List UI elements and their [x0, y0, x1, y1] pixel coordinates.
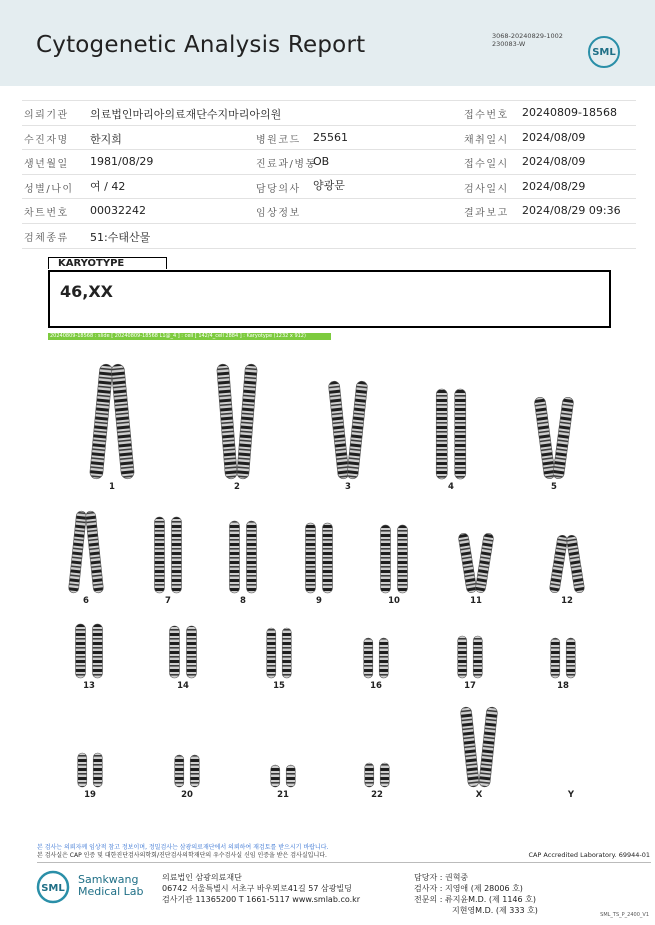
chromosome — [328, 381, 349, 480]
chromosome — [347, 381, 368, 480]
chart-no-label: 차트번호 — [24, 208, 69, 220]
slide-info-bar: 20240809-18568 : slide [ 20240809-18568 L1@_4 ] : cell [ 142/4_cell 2884 ] : Karyotype (1232 x 912) — [48, 333, 331, 340]
cap-accreditation: CAP Accredited Laboratory. 69944-01 — [528, 851, 650, 859]
footer-certification: 본 검사실은 CAP 인증 및 대한진단검사의학회/진단검사의학재단의 우수검사실 신임 인증을 받은 검사실입니다. — [37, 852, 327, 859]
chromosome-label-22: 22 — [371, 790, 383, 800]
name-value: 한지희 — [90, 132, 122, 146]
chromosome — [286, 765, 295, 787]
chromosome — [534, 397, 556, 480]
chromosome — [172, 517, 182, 593]
chromosome-label-14: 14 — [177, 681, 189, 691]
chromosome-pair-9 — [306, 523, 333, 593]
name-label: 수진자명 — [24, 134, 69, 146]
chromosome-label-x: X — [475, 790, 483, 800]
chromosome-pair-1 — [89, 364, 134, 480]
receipt-no-value: 20240809-18568 — [522, 106, 617, 119]
chromosome — [551, 638, 560, 678]
chromosome-label-11: 11 — [470, 596, 482, 606]
document-id-line1: 3068-20240829-1002 — [492, 32, 563, 40]
chromosome-label-5: 5 — [551, 482, 557, 492]
document-id-line2: 230083-W — [492, 40, 526, 48]
chromosome — [170, 626, 180, 678]
chromosome — [398, 525, 408, 593]
chromosome — [455, 389, 466, 479]
staff-specialist-1: 전문의 : 류지윤M.D. (제 1146 호) — [414, 895, 536, 904]
chromosome — [479, 707, 498, 788]
chromosome — [155, 517, 165, 593]
dept-value: OB — [313, 155, 330, 169]
chromosome — [267, 628, 276, 678]
chromosome-pair-10 — [381, 525, 408, 593]
chromosome-label-6: 6 — [83, 596, 89, 606]
chromosome-pair-3 — [328, 381, 368, 480]
chromosome-pair-22 — [365, 763, 390, 787]
info-row — [22, 175, 636, 200]
karyogram-image — [0, 345, 655, 805]
chromosome-pair-17 — [458, 636, 483, 678]
chromosome — [379, 638, 388, 678]
receipt-date-value: 2024/08/09 — [522, 155, 586, 169]
chromosome-label-15: 15 — [273, 681, 285, 691]
doctor-value: 양광문 — [313, 178, 345, 192]
chromosome-pair-4 — [436, 389, 466, 479]
chromosome-label-2: 2 — [234, 482, 240, 492]
chromosome — [76, 624, 86, 678]
chromosome-pair-20 — [175, 755, 200, 787]
test-date-label: 검사일시 — [464, 183, 509, 195]
info-row — [22, 126, 636, 151]
chromosome-pair-12 — [549, 535, 585, 594]
svg-text:SML: SML — [41, 883, 65, 894]
lab-address — [162, 872, 360, 905]
chromosome-pair-13 — [76, 624, 103, 678]
chromosome-pair-7 — [155, 517, 182, 593]
chromosome — [187, 626, 197, 678]
chromosome-pair-15 — [267, 628, 292, 678]
chromosome-pair-16 — [364, 638, 389, 678]
chromosome-label-20: 20 — [181, 790, 193, 800]
chromosome — [365, 763, 374, 787]
sex-age-label: 성별/나이 — [24, 183, 74, 195]
lab-name — [78, 874, 144, 898]
info-row — [22, 150, 636, 175]
specimen-label: 검체종류 — [24, 232, 69, 244]
chromosome — [380, 763, 389, 787]
address-line: 06742 서울특별시 서초구 바우뫼로41길 57 삼광빌딩 — [162, 884, 352, 893]
info-row — [22, 224, 636, 249]
chromosome — [364, 638, 373, 678]
lab-name-line1: Samkwang — [78, 873, 139, 886]
chromosome-pair-14 — [170, 626, 197, 678]
form-code: SML_TS_P_2400_V1 — [600, 912, 649, 918]
chromosome — [436, 389, 447, 479]
chromosome — [217, 364, 238, 480]
chromosome — [566, 535, 585, 594]
chromosome-label-19: 19 — [84, 790, 96, 800]
chromosome — [93, 753, 102, 787]
specimen-value: 51:수태산물 — [90, 230, 151, 244]
sml-logo-icon — [588, 36, 620, 68]
chromosome — [475, 533, 494, 594]
dept-label: 진료과/병동 — [256, 159, 317, 171]
chromosome-pair-x — [460, 707, 498, 788]
karyotype-result-box — [48, 270, 611, 328]
institution-label: 의뢰기관 — [24, 110, 69, 121]
info-row — [22, 100, 636, 126]
chromosome-label-17: 17 — [464, 681, 476, 691]
receipt-date-label: 접수일시 — [464, 159, 509, 171]
chromosome-label-12: 12 — [561, 596, 573, 606]
test-date-value: 2024/08/29 — [522, 179, 586, 193]
chromosome-label-9: 9 — [316, 596, 322, 606]
chromosome — [566, 638, 575, 678]
chromosome-label-18: 18 — [557, 681, 569, 691]
clinical-info-label: 임상정보 — [256, 208, 301, 220]
report-title: Cytogenetic Analysis Report — [36, 32, 366, 58]
institution-value: 의료법인마리아의료재단수지마리아의원 — [90, 108, 282, 121]
report-date-value: 2024/08/29 09:36 — [522, 204, 621, 218]
karyotype-result: 46,XX — [60, 282, 114, 301]
chromosome — [78, 753, 87, 787]
report-date-label: 결과보고 — [464, 208, 509, 220]
footer-divider — [37, 862, 651, 863]
chromosome — [458, 533, 477, 594]
chromosome-pair-5 — [534, 397, 574, 480]
chromosome — [323, 523, 333, 593]
foundation-name: 의료법인 삼광의료재단 — [162, 873, 242, 882]
chromosome-label-1: 1 — [109, 482, 115, 492]
chromosome-pair-19 — [78, 753, 103, 787]
collect-date-value: 2024/08/09 — [522, 130, 586, 144]
chromosome — [89, 364, 113, 480]
hospital-code-label: 병원코드 — [256, 134, 301, 146]
contact-line: 검사기관 11365200 T 1661-5117 www.smlab.co.kr — [162, 895, 361, 904]
staff-tester: 검사자 : 지영애 (제 28006 호) — [414, 884, 523, 893]
chromosome-label-10: 10 — [388, 596, 400, 606]
chromosome-label-21: 21 — [277, 790, 289, 800]
chromosome — [458, 636, 467, 678]
chromosome-label-13: 13 — [83, 681, 95, 691]
chromosome-label-7: 7 — [165, 596, 171, 606]
chromosome — [306, 523, 316, 593]
patient-info-table — [22, 100, 636, 249]
samkwang-logo-icon — [36, 870, 74, 904]
chromosome — [93, 624, 103, 678]
chromosome-pair-2 — [217, 364, 258, 480]
chromosome-pair-21 — [271, 765, 296, 787]
info-row — [22, 199, 636, 224]
chromosome — [549, 535, 568, 594]
footer-notice: 본 검사는 의뢰자께 임상적 참고 정보이며, 정밀검사는 삼광의료재단에서 의뢰하여 재검토를 받으시기 바랍니다. — [37, 844, 329, 851]
receipt-no-label: 접수번호 — [464, 110, 509, 121]
chromosome-pair-8 — [230, 521, 257, 593]
staff-specialist-2: 지현영M.D. (제 333 호) — [452, 906, 538, 915]
dob-value: 1981/08/29 — [90, 155, 154, 169]
chromosome-label-y: Y — [567, 790, 575, 800]
document-id — [492, 32, 563, 48]
chromosome — [552, 397, 574, 480]
staff-manager: 담당자 : 권혁중 — [414, 873, 469, 882]
chromosome — [230, 521, 240, 593]
chromosome — [473, 636, 482, 678]
chromosome-label-3: 3 — [345, 482, 351, 492]
lab-name-line2: Medical Lab — [78, 885, 144, 898]
doctor-label: 담당의사 — [256, 183, 301, 195]
chromosome — [460, 707, 479, 788]
chromosome-pair-18 — [551, 638, 576, 678]
report-header — [0, 0, 655, 86]
chromosome — [247, 521, 257, 593]
karyotype-tab: KARYOTYPE — [48, 257, 167, 269]
chart-no-value: 00032242 — [90, 204, 146, 218]
chromosome — [190, 755, 199, 787]
sex-age-value: 여 / 42 — [90, 179, 126, 193]
hospital-code-value: 25561 — [313, 130, 348, 144]
sml-logo-text: SML — [592, 46, 616, 58]
collect-date-label: 채취일시 — [464, 134, 509, 146]
chromosome — [237, 364, 258, 480]
dob-label: 생년월일 — [24, 159, 69, 171]
chromosome — [381, 525, 391, 593]
chromosome-label-4: 4 — [448, 482, 454, 492]
chromosome — [175, 755, 184, 787]
chromosome — [85, 511, 104, 594]
chromosome-pair-6 — [68, 511, 104, 594]
chromosome — [68, 511, 87, 594]
chromosome — [111, 364, 135, 480]
staff-list — [414, 872, 538, 916]
chromosome — [282, 628, 291, 678]
chromosome — [271, 765, 280, 787]
chromosome-pair-11 — [458, 533, 494, 594]
chromosome-label-8: 8 — [240, 596, 246, 606]
chromosome-label-16: 16 — [370, 681, 382, 691]
